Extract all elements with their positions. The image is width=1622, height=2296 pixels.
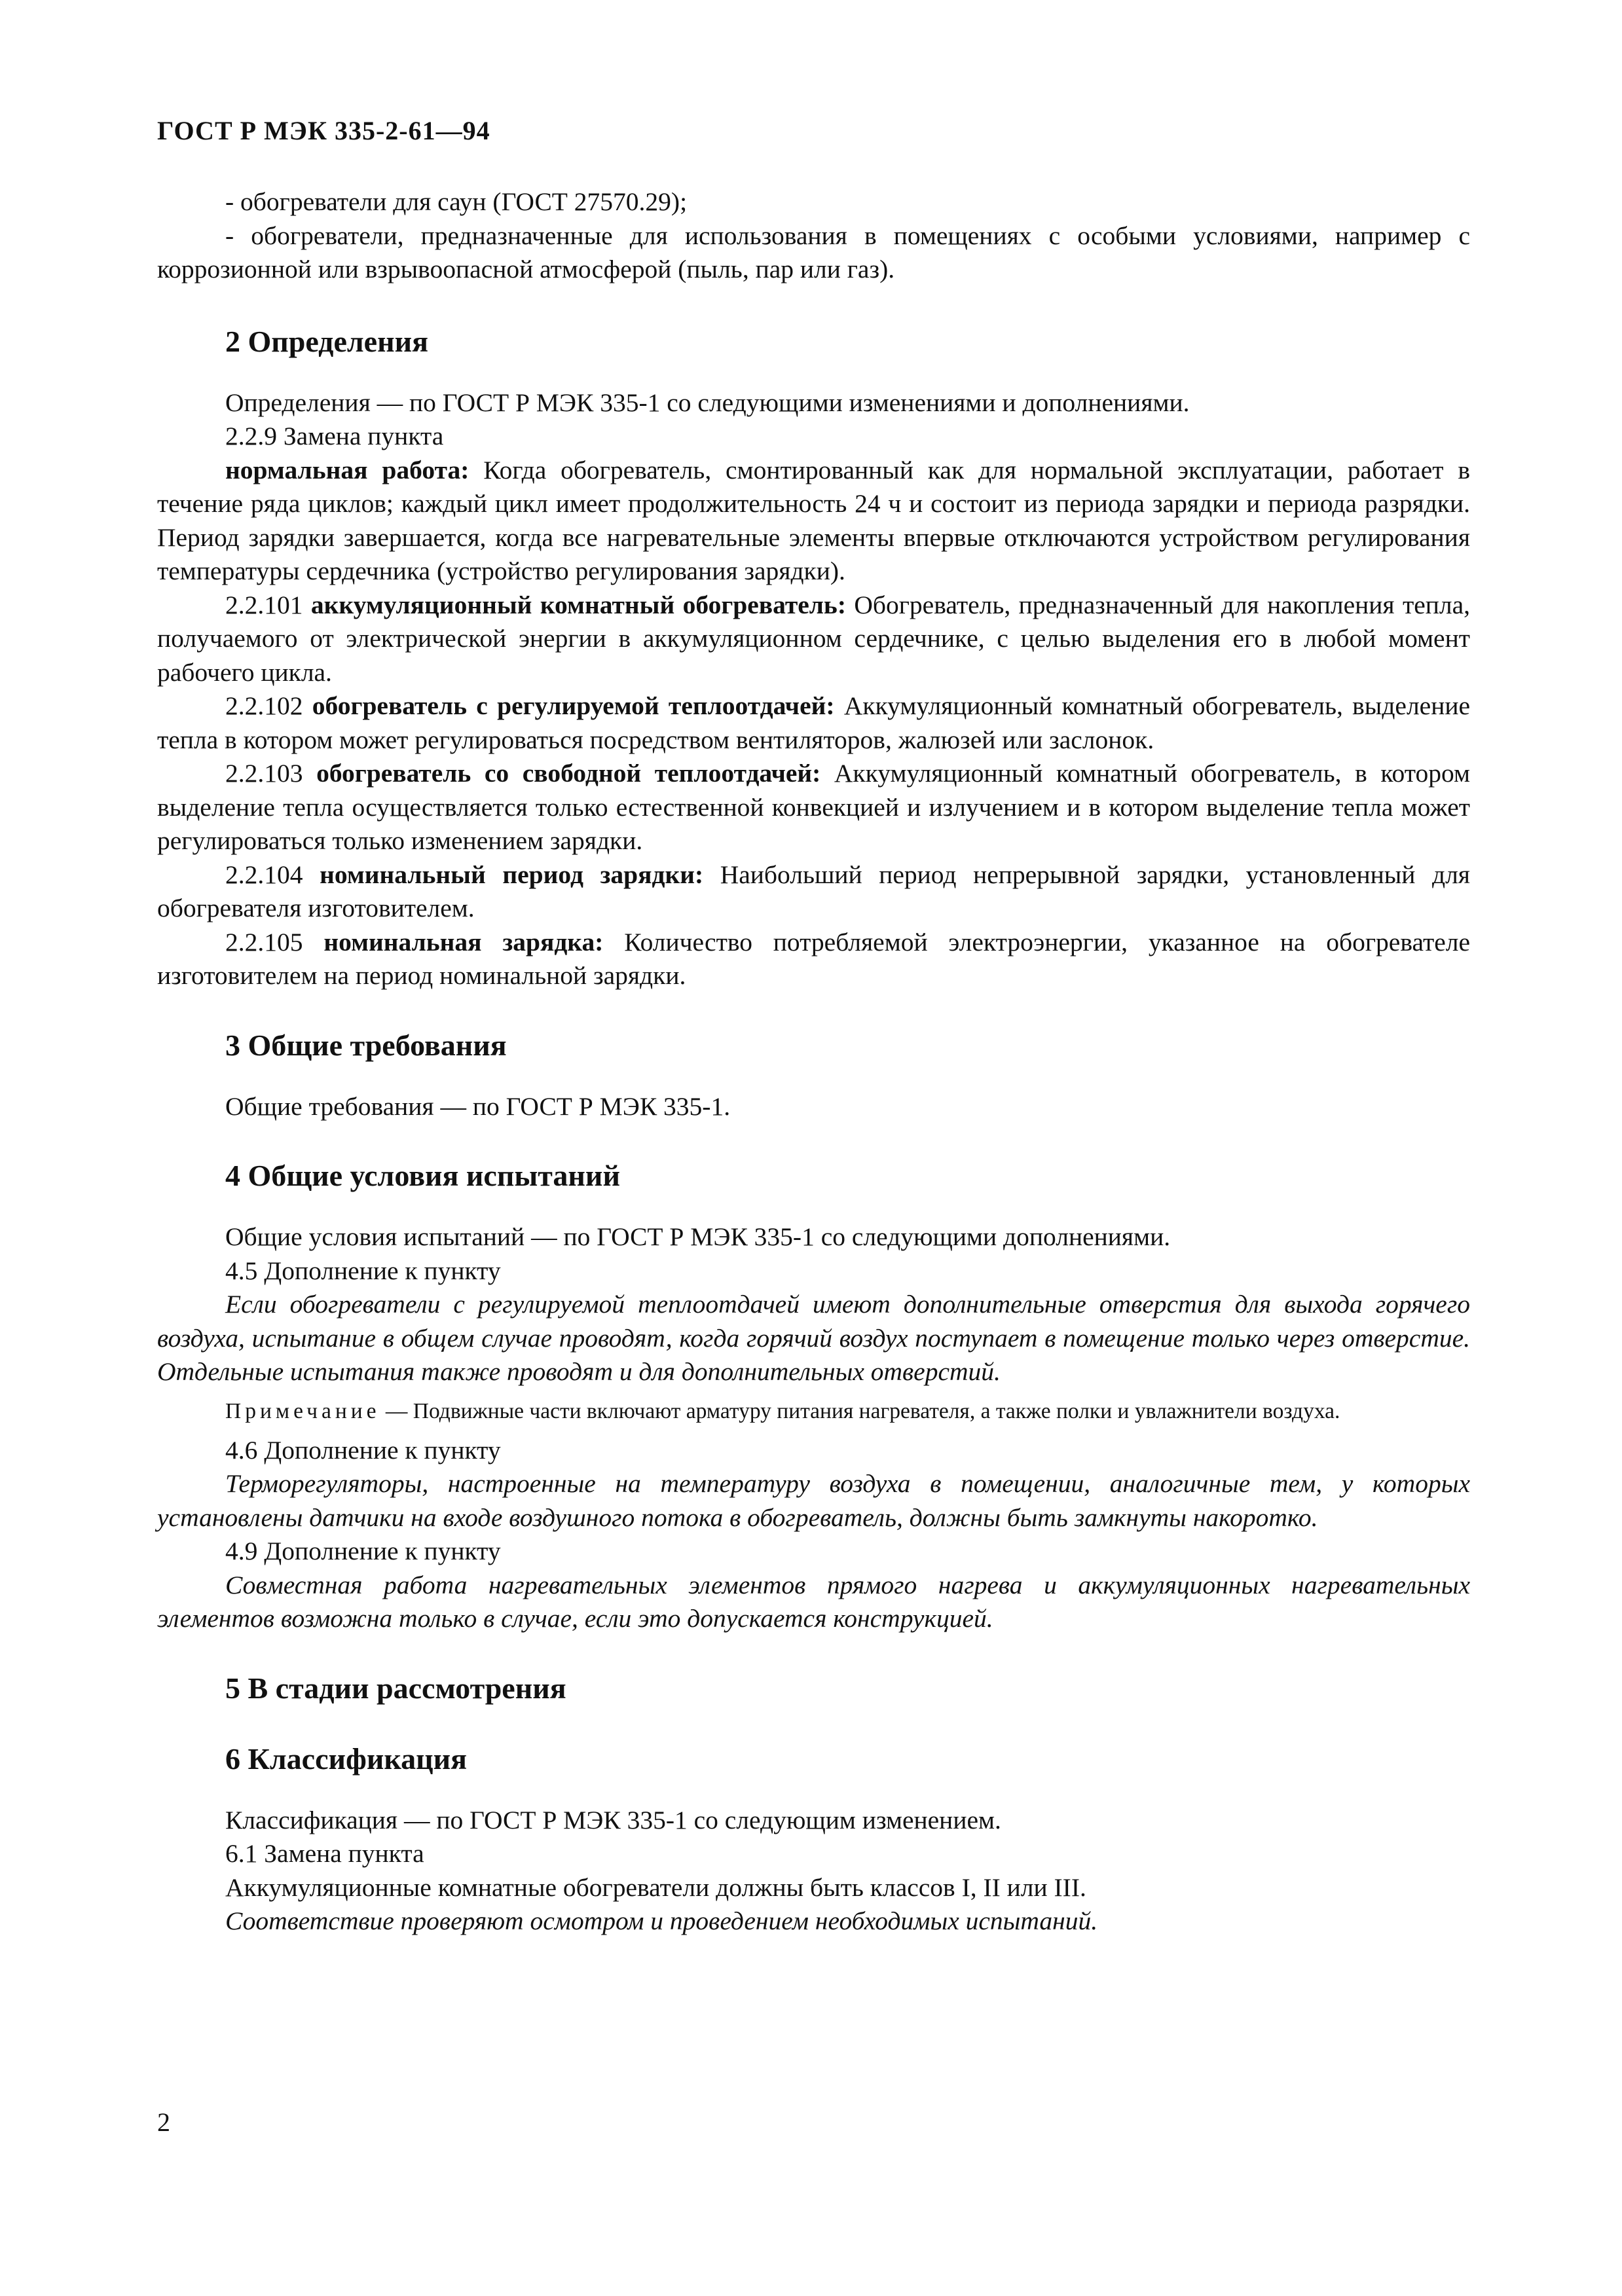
- section-3-text: Общие требования — по ГОСТ Р МЭК 335-1.: [225, 1091, 731, 1121]
- clause-4-5-text: Если обогреватели с регулируемой теплоотдачей имеют дополнительные отверстия для выхода горячего воздуха, испытание в общем случае проводят, когда горячий воздух поступает в помещение только через отверстие. Отдельные испытания также проводят и для дополнительных отверстий.: [157, 1290, 1470, 1386]
- clause-4-6-text: Терморегуляторы, настроенные на температуру воздуха в помещении, аналогичные тем, у которых установлены датчики на входе воздушного потока в обогреватель, должны быть замкнуты накоротко.: [157, 1469, 1470, 1532]
- section-2-heading: 2 Определения: [225, 324, 428, 358]
- definition-2-2-102: [157, 689, 1470, 757]
- section-4-lead: Общие условия испытаний — по ГОСТ Р МЭК 335-1 со следующими дополнениями.: [225, 1222, 1171, 1251]
- definition-normal-operation: [157, 454, 1470, 589]
- definition-2-2-101: [157, 589, 1470, 690]
- clause-4-9: 4.9 Дополнение к пункту: [225, 1537, 501, 1565]
- text-normal-operation: Когда обогреватель, смонтированный как для нормальной эксплуатации, работает в течение ряда циклов; каждый цикл имеет продолжительность 24 ч и состоит из периода зарядки и периода разрядки. Период зарядки завершается, когда все нагревательные элементы впервые отключаются устройством регулирования температуры сердечника (устройство регулирования зарядки).: [157, 455, 1470, 585]
- term-controlled-output-heater: обогреватель с регулируемой теплоотдачей:: [312, 691, 835, 720]
- definition-text: Аккумуляционный комнатный обогреватель, выделение тепла в котором может регулироваться посредством вентиляторов, жалюзей или заслонок.: [157, 691, 1471, 754]
- term-normal-operation: нормальная работа:: [225, 455, 470, 484]
- section-6-lead: Классификация — по ГОСТ Р МЭК 335-1 со следующим изменением.: [225, 1805, 1001, 1834]
- term-free-output-heater: обогреватель со свободной теплоотдачей:: [316, 759, 821, 788]
- clause-number: 2.2.102: [225, 691, 312, 720]
- definition-text: Аккумуляционный комнатный обогреватель, в котором выделение тепла осуществляется только естественной конвекцией и излучением и в котором выделение тепла может регулироваться только изменением зарядки.: [157, 759, 1470, 855]
- document-header: ГОСТ Р МЭК 335-2-61—94: [157, 116, 490, 145]
- note-text: — Подвижные части включают арматуру питания нагревателя, а также полки и увлажнители воздуха.: [380, 1398, 1340, 1423]
- clause-number: 2.2.101: [225, 590, 311, 619]
- section-6-heading: 6 Классификация: [225, 1741, 468, 1776]
- clause-number: 2.2.105: [225, 927, 324, 957]
- intro-item-special-conditions: - обогреватели, предназначенные для использования в помещениях с особыми условиями, например с коррозионной или взрывоопасной атмосферой (пыль, пар или газ).: [157, 221, 1470, 283]
- note-label: Примечание: [225, 1398, 380, 1423]
- clause-number: 2.2.104: [225, 860, 320, 889]
- definition-text: Наибольший период непрерывной зарядки, установленный для обогревателя изготовителем.: [157, 860, 1470, 922]
- clause-6-1-compliance: Соответствие проверяют осмотром и проведением необходимых испытаний.: [225, 1906, 1098, 1935]
- term-rated-charge-period: номинальный период зарядки:: [320, 860, 704, 889]
- section-4-heading: 4 Общие условия испытаний: [225, 1159, 620, 1192]
- term-storage-heater: аккумуляционный комнатный обогреватель:: [310, 590, 846, 619]
- clause-4-5: 4.5 Дополнение к пункту: [225, 1256, 501, 1285]
- definition-2-2-103: [157, 757, 1470, 858]
- definition-text: Количество потребляемой электроэнергии, указанное на обогревателе изготовителем на период номинальной зарядки.: [157, 927, 1470, 990]
- document-body: [157, 185, 1470, 1939]
- section-3-heading: 3 Общие требования: [225, 1028, 507, 1062]
- section-2-lead: Определения — по ГОСТ Р МЭК 335-1 со следующими изменениями и дополнениями.: [225, 388, 1190, 417]
- clause-4-9-text: Совместная работа нагревательных элементов прямого нагрева и аккумуляционных нагревательных элементов возможна только в случае, если это допускается конструкцией.: [157, 1570, 1470, 1633]
- page-number: 2: [157, 2107, 170, 2137]
- clause-2-2-9: 2.2.9 Замена пункта: [225, 422, 444, 450]
- intro-item-saunas: - обогреватели для саун (ГОСТ 27570.29);: [225, 187, 688, 216]
- section-5-heading: 5 В стадии рассмотрения: [225, 1671, 566, 1705]
- definition-text: Обогреватель, предназначенный для накопления тепла, получаемого от электрической энергии в аккумуляционном сердечнике, с целью выделения его в любой момент рабочего цикла.: [157, 590, 1470, 687]
- clause-6-1-text: Аккумуляционные комнатные обогреватели должны быть классов I, II или III.: [225, 1872, 1086, 1902]
- clause-4-6: 4.6 Дополнение к пункту: [225, 1435, 501, 1465]
- term-rated-charge: номинальная зарядка:: [323, 927, 604, 957]
- clause-6-1: 6.1 Замена пункта: [225, 1839, 424, 1868]
- clause-number: 2.2.103: [225, 759, 317, 788]
- definition-2-2-104: [157, 858, 1470, 926]
- definition-2-2-105: [157, 926, 1470, 993]
- note: [157, 1397, 1470, 1426]
